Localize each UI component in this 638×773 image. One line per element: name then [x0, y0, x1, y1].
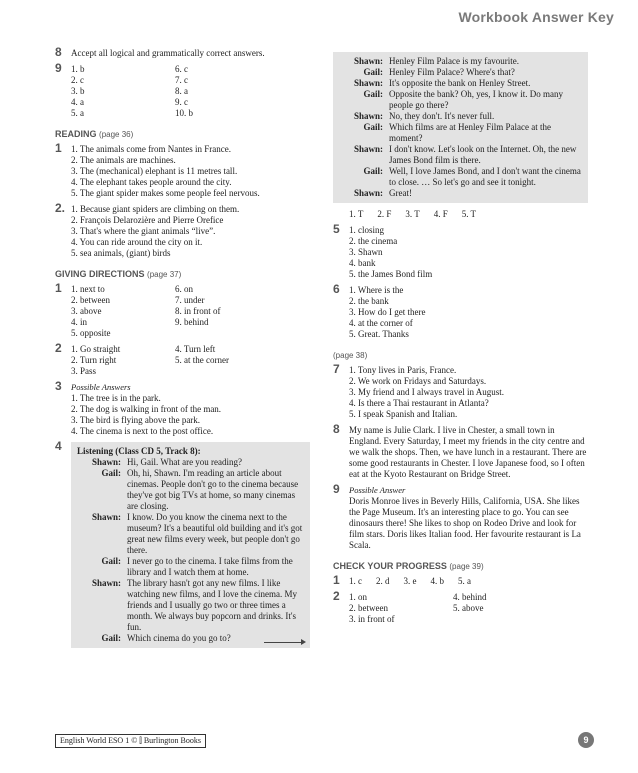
possible-answers-label: Possible Answers	[71, 382, 131, 392]
answer-item: 2. We work on Fridays and Saturdays.	[349, 376, 487, 386]
answer-item: 2. between	[71, 295, 110, 305]
answer-item: 5. at the corner	[175, 355, 229, 365]
section-heading-reading: READING (page 36)	[55, 129, 134, 139]
answer-item: 1. The tree is in the park.	[71, 393, 161, 403]
possible-answer-label: Possible Answer	[349, 485, 406, 495]
answer-item: 7. c	[175, 75, 188, 85]
answer-item: 9. behind	[175, 317, 209, 327]
answer-item: 1. Because giant spiders are climbing on them.	[71, 204, 240, 214]
exercise-number: 9	[333, 482, 340, 496]
answer-item: 3. The bird is flying above the park.	[71, 415, 201, 425]
dialogue-line: Shawn: I don't know. Let's look on the Internet. Oh, the new James Bond film is there.	[353, 144, 577, 165]
dialogue-line: Shawn: Hi, Gail. What are you reading?	[91, 457, 243, 467]
dialogue-line: Gail: Which films are at Henley Film Palace at the moment?	[363, 122, 551, 143]
answer-item: 3. Shawn	[349, 247, 383, 257]
dialogue-line: Shawn: No, they don't. It's never full.	[353, 111, 495, 121]
page-38-label: (page 38)	[333, 351, 368, 360]
answer-item: 3. b	[71, 86, 85, 96]
answer-item: 3. How do I get there	[349, 307, 426, 317]
answer-item: 1. Where is the	[349, 285, 404, 295]
answer-item: 4. The cinema is next to the post office.	[71, 426, 214, 436]
answer-item: 2. The dog is walking in front of the man.	[71, 404, 222, 414]
answer-item: 4. behind	[453, 592, 487, 602]
exercise-5	[333, 222, 588, 280]
answer-item: 4. Is there a Thai restaurant in Atlanta?	[349, 398, 489, 408]
answer-item: 4. bank	[349, 258, 376, 268]
answer-item: 5. opposite	[71, 328, 111, 338]
directions-exercise-1	[55, 281, 310, 339]
exercise-number: 1	[55, 141, 62, 155]
page-header-title: Workbook Answer Key	[458, 9, 614, 25]
answer-item: 2. the cinema	[349, 236, 398, 246]
reading-exercise-2	[55, 201, 310, 259]
answer-item: 5. the James Bond film	[349, 269, 433, 279]
section-heading-giving-directions: GIVING DIRECTIONS (page 37)	[55, 269, 182, 279]
answer-item: 2. the bank	[349, 296, 389, 306]
answer-item: 4. at the corner of	[349, 318, 413, 328]
answer-item: 5. a	[71, 108, 84, 118]
answer-item: 1. Go straight	[71, 344, 121, 354]
answer-item: 3. That's where the giant animals “live”.	[71, 226, 216, 236]
answer-item: 4. Turn left	[175, 344, 216, 354]
exercise-7	[333, 362, 588, 420]
true-false-answers: 1. T 2. F 3. T 4. F 5. T	[349, 209, 477, 219]
answer-item: 1. next to	[71, 284, 105, 294]
answer-item: 8. in front of	[175, 306, 221, 316]
exercise-number: 1	[55, 281, 62, 295]
answer-item: 4. You can ride around the city on it.	[71, 237, 203, 247]
answer-item: 2. Turn right	[71, 355, 117, 365]
answer-item: 1. on	[349, 592, 367, 602]
dialogue-line: Gail: Henley Film Palace? Where's that?	[363, 67, 515, 77]
listening-title: Listening (Class CD 5, Track 8):	[77, 446, 201, 456]
directions-exercise-2	[55, 341, 310, 377]
answer-item: 1. The animals come from Nantes in France.	[71, 144, 232, 154]
answer-item: 5. above	[453, 603, 484, 613]
dialogue-line: Gail: I never go to the cinema. I take films from the library and I watch them at home.	[101, 556, 293, 577]
answer-item: 1. b	[71, 64, 85, 74]
dialogue-line: Gail: Which cinema do you go to?	[101, 633, 231, 643]
listening-transcript-box	[71, 442, 310, 648]
answer-item: 5. The giant spider makes some people feel nervous.	[71, 188, 260, 198]
exercise-text: Accept all logical and grammatically correct answers.	[71, 48, 265, 58]
answer-item: 3. Pass	[71, 366, 97, 376]
exercise-number: 2.	[55, 201, 66, 215]
exercise-9	[55, 61, 310, 119]
dialogue-line: Shawn: I know. Do you know the cinema next to the museum? It's a beautiful old building and it's got great new films every week, but people don't go there.	[91, 512, 303, 555]
dialogue-line: Gail: Well, I love James Bond, and I don't want the cinema to close. … So let's go and see it tonight.	[363, 166, 581, 187]
answer-item: 1. closing	[349, 225, 384, 235]
answer-item: 2. c	[71, 75, 84, 85]
exercise-number: 1	[333, 573, 340, 587]
answer-item: 2. The animals are machines.	[71, 155, 176, 165]
answer-item: 3. above	[71, 306, 102, 316]
answer-item: 7. under	[175, 295, 205, 305]
exercise-number: 5	[333, 222, 340, 236]
exercise-number: 4	[55, 439, 62, 453]
exercise-number: 8	[333, 422, 340, 436]
answer-item: 1. Tony lives in Paris, France.	[349, 365, 457, 375]
dialogue-line: Shawn: Great!	[353, 188, 412, 198]
dialogue-line: Shawn: Henley Film Palace is my favourite.	[353, 56, 519, 66]
exercise-number: 3	[55, 379, 62, 393]
answer-item: 6. on	[175, 284, 193, 294]
listening-transcript-continued	[333, 52, 588, 203]
exercise-number: 2	[333, 589, 340, 603]
progress-exercise-2	[333, 589, 588, 625]
answer-item: 6. c	[175, 64, 188, 74]
directions-exercise-4	[55, 439, 310, 648]
answer-item: 3. in front of	[349, 614, 395, 624]
answer-item: 10. b	[175, 108, 193, 118]
dialogue-line: Gail: Oh, hi, Shawn. I'm reading an article about cinemas. People don't go to the cinema because they've got big TVs at home, so many cinemas are closing.	[101, 468, 299, 511]
answer-item: 5. sea animals, (giant) birds	[71, 248, 171, 258]
answer-item: 4. The elephant takes people around the city.	[71, 177, 232, 187]
progress-exercise-1: 1 1. c 2. d 3. e 4. b 5. a	[333, 573, 471, 587]
answer-item: 5. Great. Thanks	[349, 329, 409, 339]
exercise-number: 7	[333, 362, 340, 376]
reading-exercise-1	[55, 141, 310, 199]
answer-item: 3. My friend and I always travel in August.	[349, 387, 504, 397]
answer-item: 9. c	[175, 97, 188, 107]
paragraph-answer: Doris Monroe lives in Beverly Hills, California, USA. She likes the Page Museum. It's an interesting place to go. You can see dinosaurs there! She likes to shop on Rodeo Drive and look for film stars. Doris likes Italian food. Her favourite restaurant is La Scala.	[349, 496, 581, 550]
section-heading-check-progress: CHECK YOUR PROGRESS (page 39)	[333, 561, 484, 571]
answer-item: 2. François Delarozière and Pierre Orefice	[71, 215, 224, 225]
exercise-9-right	[333, 482, 588, 551]
exercise-8-right	[333, 422, 588, 480]
answer-item: 3. The (mechanical) elephant is 11 metres tall.	[71, 166, 238, 176]
answer-item: 4. a	[71, 97, 84, 107]
exercise-number: 9	[55, 61, 62, 75]
paragraph-answer: My name is Julie Clark. I live in Chester, a small town in England. Every Saturday, I meet my friends in the city centre and we walk the shops. Then, we have lunch in a restaurant. There are some good restaurants in Chester. I love Japanese food, so I often eat at the Kyoto Restaurant on Bridge Street.	[349, 425, 587, 479]
dialogue-line: Gail: Opposite the bank? Oh, yes, I know it. Do many people go there?	[363, 89, 563, 110]
footer-copyright: English World ESO 1 © ⫿ Burlington Books	[55, 734, 206, 748]
exercise-number: 2	[55, 341, 62, 355]
right-column	[333, 52, 588, 630]
directions-exercise-3	[55, 379, 310, 437]
exercise-6	[333, 282, 588, 340]
answer-item: 4. in	[71, 317, 88, 327]
page-number-badge: 9	[578, 732, 594, 748]
dialogue-line: Shawn: It's opposite the bank on Henley Street.	[353, 78, 531, 88]
answer-item: 5. I speak Spanish and Italian.	[349, 409, 458, 419]
exercise-number: 8	[55, 45, 62, 59]
continue-arrow-icon	[264, 642, 304, 643]
left-column	[55, 45, 310, 653]
exercise-8	[55, 45, 310, 59]
exercise-number: 6	[333, 282, 340, 296]
dialogue-line: Shawn: The library hasn't got any new films. I like watching new films, and I love the cinema. My friends and I usually go two or three times a month. We always buy popcorn and drinks. It's fun.	[91, 578, 297, 632]
answer-item: 8. a	[175, 86, 188, 96]
answer-item: 2. between	[349, 603, 388, 613]
